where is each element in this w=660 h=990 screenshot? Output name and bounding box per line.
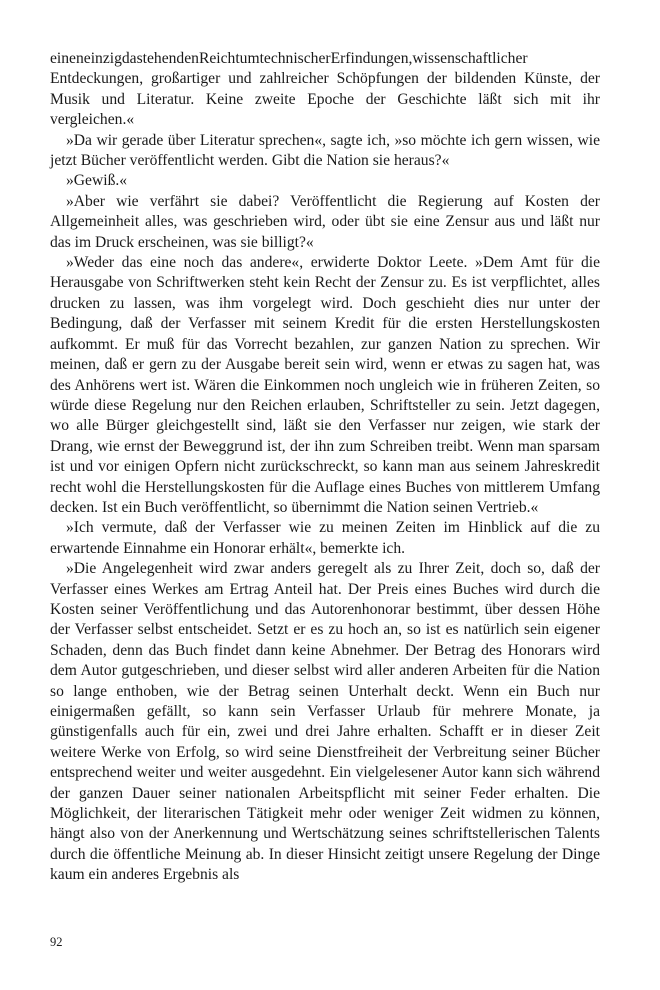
paragraph: »Die Angelegenheit wird zwar anders geregelt als zu Ihrer Zeit, doch so, daß der Verfasser eines Werkes am Ertrag Anteil hat. Der Preis eines Buches wird durch die Kosten seiner Veröffentlichung und das Autorenhonorar bestimmt, über dessen Höhe der Verfasser selbst entscheidet. Setzt er es zu hoch an, so ist es natürlich sein eigener Schaden, denn das Buch findet dann keine Abnehmer. Der Betrag des Honorars wird dem Autor gutgeschrieben, und dieser selbst wird aller anderen Arbeiten für die Nation so lange enthoben, wie der Betrag seinen Unterhalt deckt. Wenn ein Buch nur einigermaßen gefällt, so kann sein Verfasser Urlaub für mehrere Monate, ja günstigenfalls auch für ein, zwei und drei Jahre erhalten. Schafft er in dieser Zeit weitere Werke von Erfolg, so wird seine Dienstfreiheit der Verbreitung seiner Bücher entsprechend weiter und weiter ausgedehnt. Ein vielgelesener Autor kann sich während der ganzen Dauer seiner nationalen Arbeitspflicht mit seiner Feder erhalten. Die Möglichkeit, der literarischen Tätigkeit mehr oder weniger Zeit widmen zu können, hängt also von der Anerkennung und Wertschätzung seines schriftstellerischen Talents durch die öffentliche Meinung ab. In dieser Hinsicht zeitigt unsere Regelung der Dinge kaum ein anderes Ergebnis als	[50, 560, 600, 884]
page-number: 92	[50, 935, 63, 949]
paragraph: »Da wir gerade über Literatur sprechen«, sagte ich, »so möchte ich gern wissen, wie jetzt Bücher veröffentlicht werden. Gibt die Nation sie heraus?«	[50, 131, 600, 170]
paragraph: »Weder das eine noch das andere«, erwiderte Doktor Leete. »Dem Amt für die Herausgabe von Schriftwerken steht kein Recht der Zensur zu. Es ist verpflichtet, alles drucken zu lassen, was ihm vorgelegt wird. Doch geschieht dies nur unter der Bedingung, daß der Verfasser mit seinem Kredit für die ersten Herstellungskosten aufkommt. Er muß für das Vorrecht bezahlen, zur ganzen Nation zu sprechen. Wir meinen, daß er gern zu der Ausgabe bereit sein wird, wenn er etwas zu sagen hat, was des Anhörens wert ist. Wären die Einkommen noch ungleich wie in früheren Zeiten, so würde diese Regelung nur den Reichen erlauben, Schriftsteller zu sein. Jetzt dagegen, wo alle Bürger gleichgestellt sind, läßt sie den Verfasser nur zeigen, wie stark der Drang, wie ernst der Beweggrund ist, der ihn zum Schreiben treibt. Wenn man sparsam ist und vor einigen Opfern nicht zurückschreckt, so kann man aus seinem Jahreskredit recht wohl die Herstellungskosten für die Auflage eines Buches von mittlerem Umfang decken. Ist ein Buch veröffentlicht, so übernimmt die Nation seinen Vertrieb.«	[50, 254, 600, 516]
paragraph-continued: eineneinzigdastehendenReichtumtechnischerErfindungen,wissenschaftlicher Entdeckungen, großartiger und zahlreicher Schöpfungen der bildenden Künste, der Musik und Literatur. Keine zweite Epoche der Geschichte läßt sich mit ihr vergleichen.«	[50, 50, 600, 129]
body-text	[50, 49, 600, 886]
paragraph: »Ich vermute, daß der Verfasser wie zu meinen Zeiten im Hinblick auf die zu erwartende Einnahme ein Honorar erhält«, bemerkte ich.	[50, 519, 600, 557]
paragraph: »Aber wie verfährt sie dabei? Veröffentlicht die Regierung auf Kosten der Allgemeinheit alles, was geschrieben wird, oder übt sie eine Zensur aus und läßt nur das im Druck erscheinen, was sie billigt?«	[50, 192, 600, 251]
paragraph: »Gewiß.«	[66, 172, 128, 190]
